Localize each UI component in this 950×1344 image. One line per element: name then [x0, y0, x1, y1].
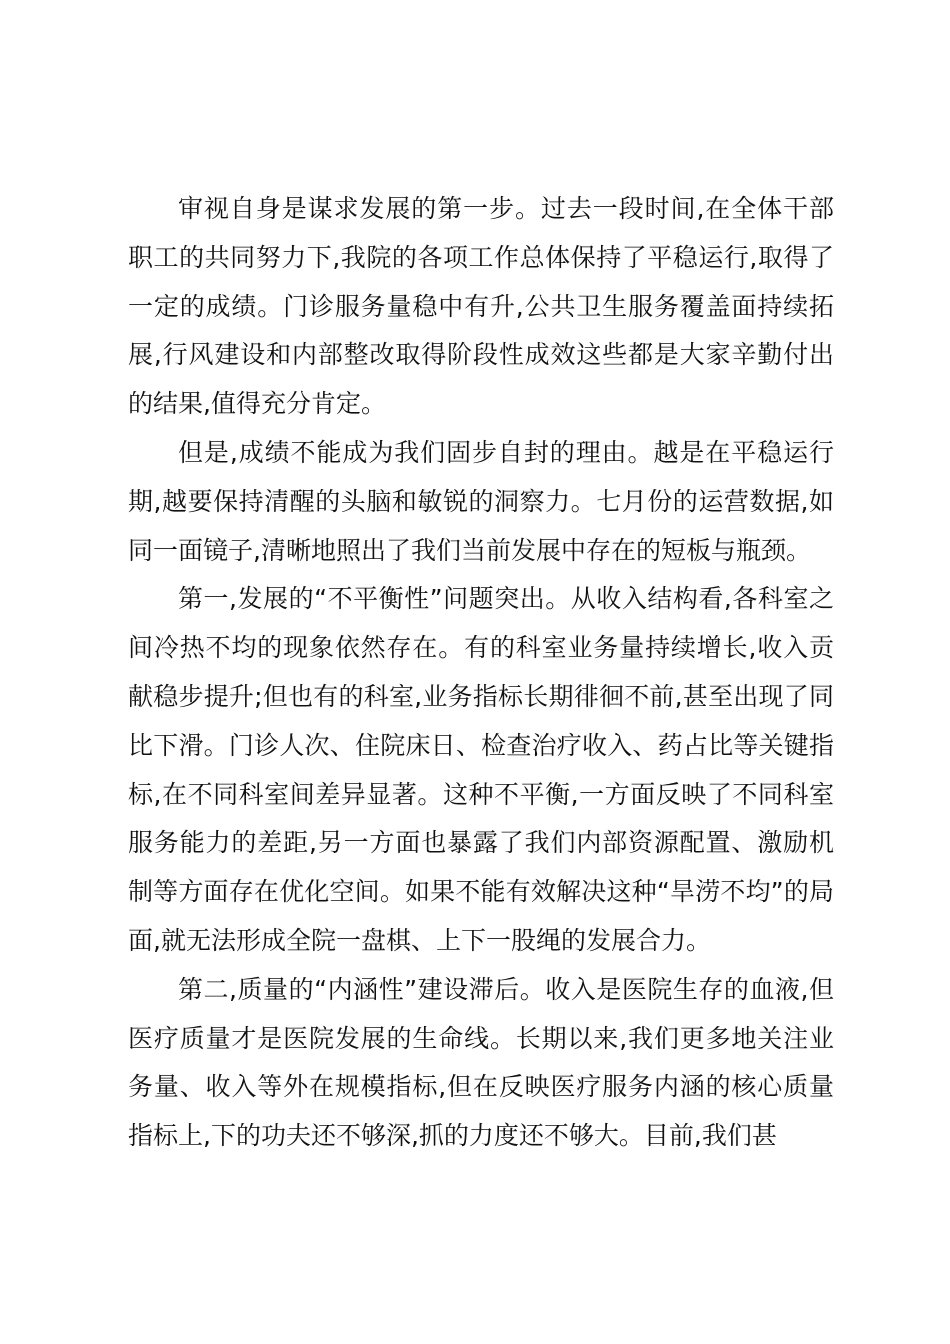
- paragraph-imbalance-issue: 第一,发展的“不平衡性”问题突出。从收入结构看,各科室之间冷热不均的现象依然存在。有的科室业务量持续增长,收入贡献稳步提升;但也有的科室,业务指标长期徘徊不前,甚至出现了同比下滑。门诊人次、住院床日、检查治疗收入、药占比等关键指标,在不同科室间差异显著。这种不平衡,一方面反映了不同科室服务能力的差距,另一方面也暴露了我们内部资源配置、激励机制等方面存在优化空间。如果不能有效解决这种“旱涝不均”的局面,就无法形成全院一盘棋、上下一股绳的发展合力。: [128, 584, 834, 955]
- document-body: [128, 185, 834, 1161]
- paragraph-stay-alert: 但是,成绩不能成为我们固步自封的理由。越是在平稳运行期,越要保持清醒的头脑和敏锐的洞察力。七月份的运营数据,如同一面镜子,清晰地照出了我们当前发展中存在的短板与瓶颈。: [128, 437, 834, 565]
- paragraph-self-review: 审视自身是谋求发展的第一步。过去一段时间,在全体干部职工的共同努力下,我院的各项工作总体保持了平稳运行,取得了一定的成绩。门诊服务量稳中有升,公共卫生服务覆盖面持续拓展,行风建设和内部整改取得阶段性成效这些都是大家辛勤付出的结果,值得充分肯定。: [128, 194, 834, 419]
- paragraph-quality-issue: 第二,质量的“内涵性”建设滞后。收入是医院生存的血液,但医疗质量才是医院发展的生命线。长期以来,我们更多地关注业务量、收入等外在规模指标,但在反映医疗服务内涵的核心质量指标上,下的功夫还不够深,抓的力度还不够大。目前,我们甚: [128, 974, 834, 1151]
